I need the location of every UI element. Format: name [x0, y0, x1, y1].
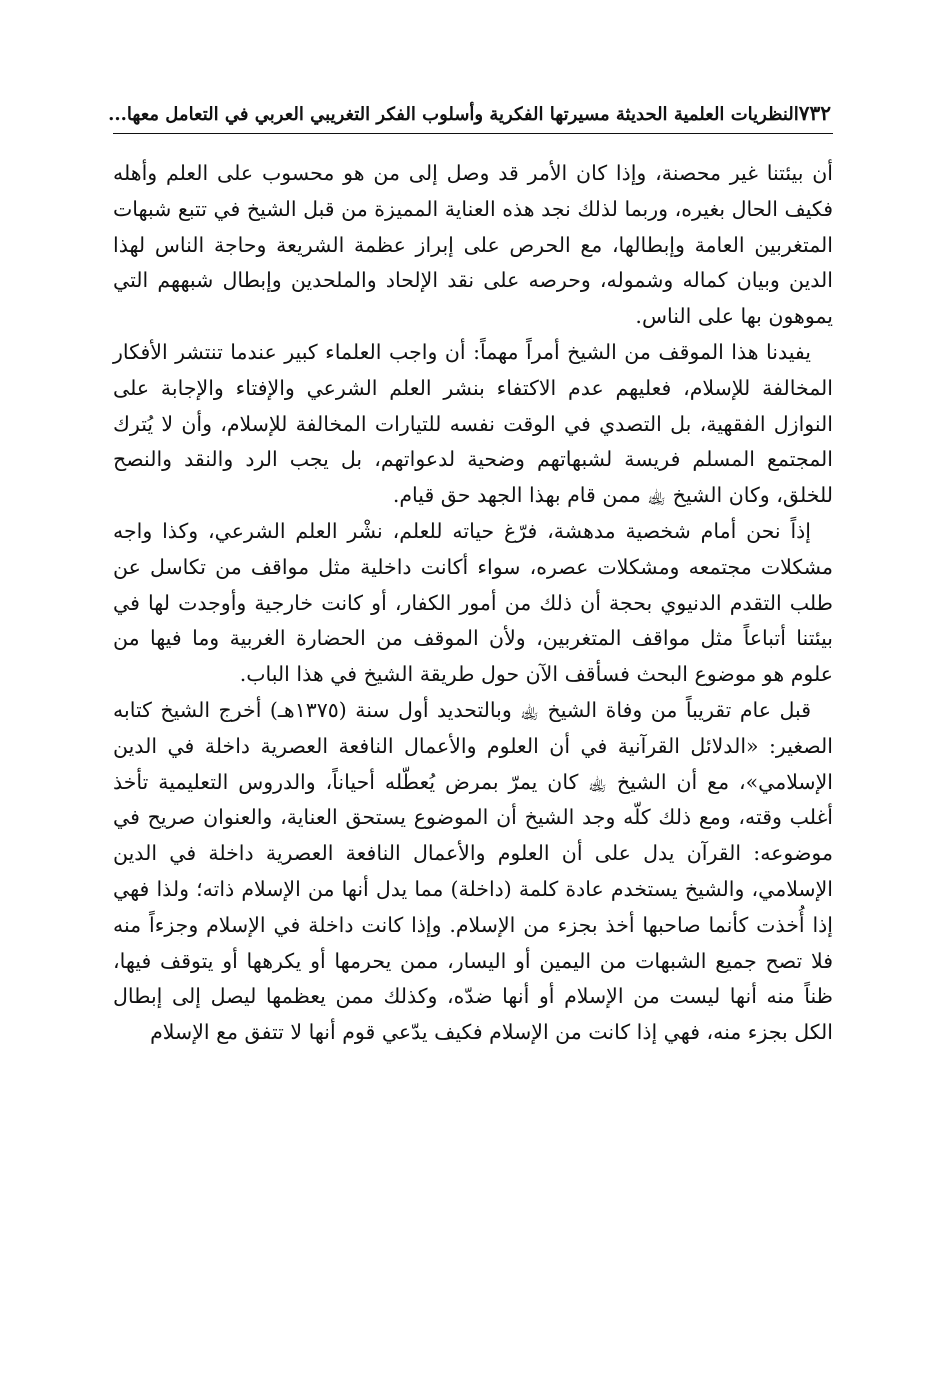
page-body [113, 156, 833, 1051]
page-number: ٧٣٢ [798, 101, 831, 125]
paragraph-3: إذاً نحن أمام شخصية مدهشة، فرّغ حياته للعلم، نشْر العلم الشرعي، وكذا واجه مشكلات مجتمعه ومشكلات عصره، سواء أكانت داخلية مثل مواقف من تكاسل عن طلب التقدم الدنيوي بحجة أن ذلك من أمور الكفار، أو كانت خارجية وأوجدت لها في بيئتنا أتباعاً مثل مواقف المتغربين، ولأن الموقف من الحضارة الغربية وما فيها من علوم هو موضوع البحث فسأقف الآن حول طريقة الشيخ في هذا الباب. [113, 518, 833, 687]
paragraph-1: أن بيئتنا غير محصنة، وإذا كان الأمر قد وصل إلى من هو محسوب على العلم وأهله فكيف الحال بغيره، وربما لذلك نجد هذه العناية المميزة من قبل الشيخ في تتبع شبهات المتغربين العامة وإبطالها، مع الحرص على إبراز عظمة الشريعة وحاجة الناس لهذا الدين وبيان كماله وشموله، وحرصه على نقد الإلحاد والملحدين وإبطال شبههم التي يموهون بها على الناس. [113, 161, 833, 329]
running-title: النظريات العلمية الحديثة مسيرتها الفكرية وأسلوب الفكر التغريبي العربي في التعامل معها... [108, 104, 799, 125]
paragraph-4: قبل عام تقريباً من وفاة الشيخ ﵀ وبالتحديد أول سنة (١٣٧٥هـ) أخرج الشيخ كتابه الصغير: «الدلائل القرآنية في أن العلوم والأعمال النافعة العصرية داخلة في الدين الإسلامي»، مع أن الشيخ ﵀ كان يمرّ بمرض يُعطّله أحياناً، والدروس التعليمية تأخذ أغلب وقته، ومع ذلك كلّه وجد الشيخ أن الموضوع يستحق العناية، والعنوان صريح في موضوعه: القرآن يدل على أن العلوم والأعمال النافعة العصرية داخلة في الدين الإسلامي، والشيخ يستخدم عادة كلمة (داخلة) مما يدل أنها من الإسلام ذاته؛ ولذا فهي إذا أُخذت كأنما صاحبها أخذ بجزء من الإسلام. وإذا كانت داخلة في الإسلام وجزءاً منه فلا تصح جميع الشبهات من اليمين أو اليسار، ممن يحرمها أو يكرهها أو يتوقف فيها، ظناً منه أنها ليست من الإسلام أو أنها ضدّه، وكذلك ممن يعظمها ليصل إلى إبطال الكل بجزء منه، فهي إذا كانت من الإسلام فكيف يدّعي قوم أنها لا تتفق مع الإسلام [113, 697, 833, 1045]
paragraph-2: يفيدنا هذا الموقف من الشيخ أمراً مهماً: أن واجب العلماء كبير عندما تنتشر الأفكار المخالفة للإسلام، فعليهم عدم الاكتفاء بنشر العلم الشرعي والإفتاء والإجابة على النوازل الفقهية، بل التصدي في الوقت نفسه للتيارات المخالفة للإسلام، وأن لا يُترك المجتمع المسلم فريسة لشبهاتهم وضحية لدعواتهم، بل يجب الرد والنقد والنصح للخلق، وكان الشيخ ﵀ ممن قام بهذا الجهد حق قيام. [113, 339, 833, 508]
running-header [108, 95, 833, 134]
book-page [108, 95, 833, 1051]
